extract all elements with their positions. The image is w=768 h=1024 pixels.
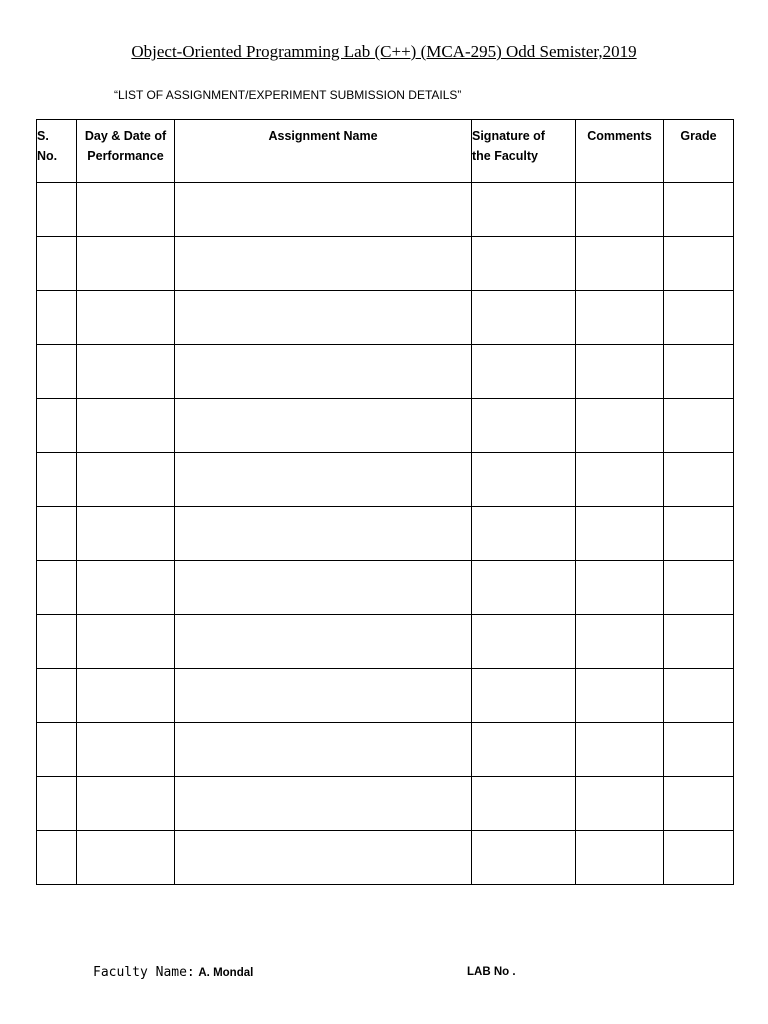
signature-cell [472, 183, 576, 237]
signature-cell [472, 615, 576, 669]
signature-cell [472, 669, 576, 723]
table-row [37, 507, 734, 561]
assignment-cell [175, 777, 472, 831]
table-header-row [37, 120, 734, 183]
header-comments: Comments [576, 120, 664, 183]
date-cell [77, 237, 175, 291]
date-cell [77, 723, 175, 777]
grade-cell [664, 291, 734, 345]
sno-cell [37, 777, 77, 831]
grade-cell [664, 507, 734, 561]
header-signature-line1: Signature of [472, 129, 545, 143]
faculty-name-line [93, 964, 253, 980]
date-cell [77, 561, 175, 615]
date-cell [77, 183, 175, 237]
header-assignment-name: Assignment Name [175, 120, 472, 183]
table-row [37, 291, 734, 345]
header-serial-line1: S. [37, 129, 49, 143]
table-row [37, 669, 734, 723]
sno-cell [37, 291, 77, 345]
date-cell [77, 399, 175, 453]
signature-cell [472, 453, 576, 507]
signature-cell [472, 723, 576, 777]
sno-cell [37, 183, 77, 237]
date-cell [77, 291, 175, 345]
table-row [37, 723, 734, 777]
assignment-cell [175, 831, 472, 885]
signature-cell [472, 507, 576, 561]
sno-cell [37, 507, 77, 561]
assignment-cell [175, 669, 472, 723]
table-row [37, 453, 734, 507]
signature-cell [472, 399, 576, 453]
comments-cell [576, 777, 664, 831]
grade-cell [664, 615, 734, 669]
sno-cell [37, 399, 77, 453]
signature-cell [472, 237, 576, 291]
header-serial-line2: No. [37, 149, 58, 163]
sno-cell [37, 723, 77, 777]
header-signature-line2: the Faculty [472, 149, 538, 163]
header-serial-number [37, 120, 77, 183]
comments-cell [576, 615, 664, 669]
grade-cell [664, 723, 734, 777]
comments-cell [576, 669, 664, 723]
assignment-cell [175, 291, 472, 345]
sno-cell [37, 345, 77, 399]
submission-table [36, 119, 734, 885]
comments-cell [576, 453, 664, 507]
table-row [37, 345, 734, 399]
comments-cell [576, 183, 664, 237]
signature-cell [472, 561, 576, 615]
comments-cell [576, 291, 664, 345]
date-cell [77, 615, 175, 669]
lab-number-label: LAB No . [467, 966, 516, 978]
faculty-name-value: A. Mondal [198, 967, 254, 979]
assignment-cell [175, 237, 472, 291]
table-row [37, 399, 734, 453]
table-row [37, 615, 734, 669]
comments-cell [576, 561, 664, 615]
signature-cell [472, 345, 576, 399]
table-row [37, 831, 734, 885]
comments-cell [576, 237, 664, 291]
assignment-cell [175, 561, 472, 615]
date-cell [77, 777, 175, 831]
header-signature [472, 120, 576, 183]
date-cell [77, 345, 175, 399]
sno-cell [37, 831, 77, 885]
table-body [37, 183, 734, 885]
comments-cell [576, 831, 664, 885]
header-date [77, 120, 175, 183]
signature-cell [472, 777, 576, 831]
grade-cell [664, 399, 734, 453]
assignment-cell [175, 453, 472, 507]
grade-cell [664, 831, 734, 885]
grade-cell [664, 561, 734, 615]
header-date-line2: Performance [87, 149, 164, 163]
table-row [37, 777, 734, 831]
comments-cell [576, 345, 664, 399]
grade-cell [664, 777, 734, 831]
comments-cell [576, 507, 664, 561]
comments-cell [576, 723, 664, 777]
date-cell [77, 453, 175, 507]
signature-cell [472, 831, 576, 885]
grade-cell [664, 453, 734, 507]
assignment-cell [175, 723, 472, 777]
sno-cell [37, 561, 77, 615]
comments-cell [576, 399, 664, 453]
signature-cell [472, 291, 576, 345]
date-cell [77, 669, 175, 723]
date-cell [77, 831, 175, 885]
assignment-cell [175, 183, 472, 237]
header-date-line1: Day & Date of [84, 129, 167, 143]
sno-cell [37, 237, 77, 291]
sno-cell [37, 615, 77, 669]
sno-cell [37, 453, 77, 507]
table-row [37, 561, 734, 615]
grade-cell [664, 237, 734, 291]
faculty-name-label: Faculty Name: [93, 965, 195, 980]
document-subtitle: “LIST OF ASSIGNMENT/EXPERIMENT SUBMISSION DETAILS” [114, 88, 462, 102]
header-grade: Grade [664, 120, 734, 183]
grade-cell [664, 183, 734, 237]
assignment-cell [175, 615, 472, 669]
grade-cell [664, 669, 734, 723]
sno-cell [37, 669, 77, 723]
table-row [37, 183, 734, 237]
table-row [37, 237, 734, 291]
assignment-cell [175, 507, 472, 561]
document-title: Object-Oriented Programming Lab (C++) (MCA-295) Odd Semister,2019 [131, 42, 637, 61]
assignment-cell [175, 345, 472, 399]
grade-cell [664, 345, 734, 399]
date-cell [77, 507, 175, 561]
assignment-cell [175, 399, 472, 453]
